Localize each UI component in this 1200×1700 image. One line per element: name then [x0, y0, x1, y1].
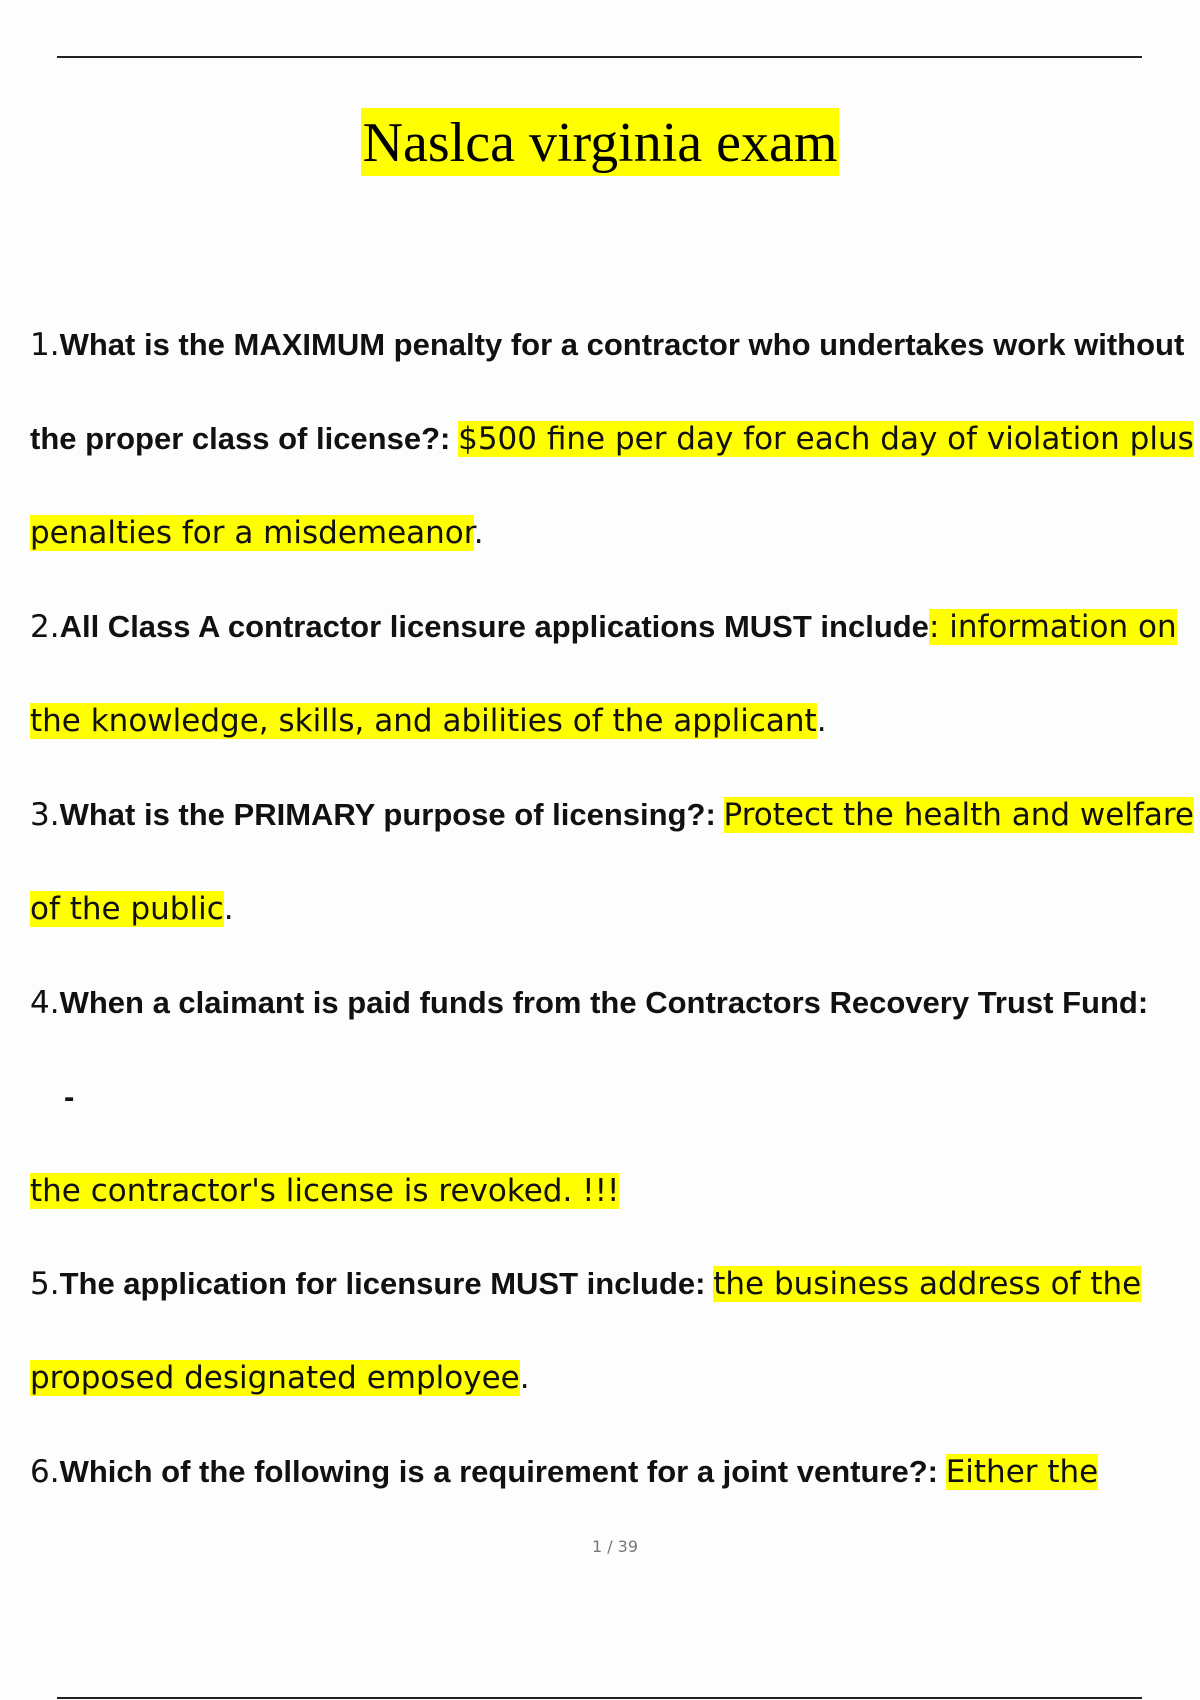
question-number: 5. — [30, 1266, 60, 1302]
question-item — [30, 768, 1200, 956]
question-item — [30, 1237, 1200, 1425]
top-rule — [57, 56, 1142, 58]
question-text: The application for licensure MUST include: — [59, 1266, 706, 1301]
trailing-punctuation: . — [519, 1360, 530, 1396]
question-item — [30, 1425, 1200, 1519]
document-title: Naslca virginia exam — [361, 108, 840, 176]
question-number: 1. — [30, 327, 60, 363]
question-text: What is the PRIMARY purpose of licensing?: — [59, 797, 716, 832]
question-text: What is the MAXIMUM penalty for a contractor who undertakes work without the proper class of license?: — [30, 327, 1185, 456]
answer-dash: - — [64, 1079, 75, 1114]
question-number: 2. — [30, 609, 60, 645]
question-number: 6. — [30, 1454, 60, 1490]
trailing-punctuation: . — [816, 703, 827, 739]
bottom-rule — [57, 1697, 1142, 1699]
title-container — [0, 108, 1200, 176]
question-number: 3. — [30, 797, 60, 833]
answer-highlight: Protect the health and welfare of the public — [30, 797, 1194, 927]
question-item — [30, 298, 1200, 580]
question-text: Which of the following is a requirement for a joint venture?: — [59, 1454, 938, 1489]
question-text: All Class A contractor licensure applications MUST include — [59, 609, 929, 644]
answer-highlight: $500 fine per day for each day of violation plus penalties for a misdemeanor — [30, 421, 1194, 551]
question-item — [30, 580, 1200, 768]
question-text: When a claimant is paid funds from the Contractors Recovery Trust Fund: — [59, 985, 1149, 1020]
page-indicator: 1 / 39 — [591, 1537, 639, 1556]
answer-highlight: : information on the knowledge, skills, and abilities of the applicant — [30, 609, 1177, 739]
trailing-punctuation: . — [223, 891, 234, 927]
question-number: 4. — [30, 985, 60, 1021]
trailing-punctuation: . — [473, 515, 484, 551]
answer-highlight: the contractor's license is revoked. !!! — [30, 1173, 620, 1209]
answer-highlight: Either the — [945, 1454, 1099, 1490]
answer-highlight: the business address of the proposed designated employee — [30, 1266, 1142, 1396]
question-item — [30, 956, 1200, 1238]
